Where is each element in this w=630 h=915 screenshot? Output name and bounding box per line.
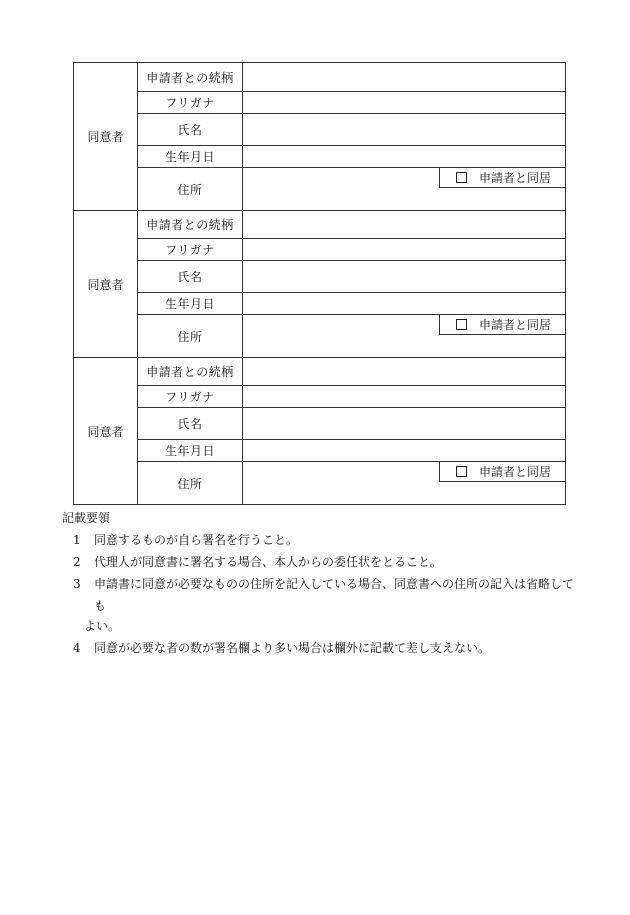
kana-label: フリガナ bbox=[138, 92, 243, 113]
cohabit-label: 申請者と同居 bbox=[479, 465, 552, 479]
address-row bbox=[138, 461, 565, 504]
kana-field[interactable] bbox=[243, 386, 565, 407]
relation-row bbox=[138, 63, 565, 91]
address-field[interactable] bbox=[243, 168, 565, 210]
dob-field[interactable] bbox=[243, 293, 565, 314]
relation-row bbox=[138, 211, 565, 238]
instructions-title: 記載要領 bbox=[62, 511, 111, 525]
consenter-block-1 bbox=[73, 62, 566, 211]
instruction-item bbox=[62, 573, 582, 617]
cohabit-label: 申請者と同居 bbox=[479, 171, 552, 185]
name-row bbox=[138, 260, 565, 292]
address-label: 住所 bbox=[138, 168, 243, 210]
dob-field[interactable] bbox=[243, 440, 565, 461]
name-label: 氏名 bbox=[138, 114, 243, 145]
cohabit-checkbox[interactable] bbox=[439, 168, 565, 188]
relation-label: 申請者との続柄 bbox=[138, 63, 243, 91]
instructions bbox=[62, 507, 582, 659]
kana-label: フリガナ bbox=[138, 239, 243, 260]
kana-row bbox=[138, 91, 565, 113]
kana-row bbox=[138, 385, 565, 407]
consenter-title: 同意者 bbox=[74, 63, 138, 210]
name-field[interactable] bbox=[243, 408, 565, 439]
instruction-item bbox=[62, 551, 582, 573]
checkbox-icon[interactable] bbox=[456, 172, 467, 183]
relation-row bbox=[138, 358, 565, 385]
dob-label: 生年月日 bbox=[138, 293, 243, 314]
consenter-title: 同意者 bbox=[74, 211, 138, 357]
dob-field[interactable] bbox=[243, 146, 565, 167]
dob-label: 生年月日 bbox=[138, 440, 243, 461]
name-field[interactable] bbox=[243, 261, 565, 292]
relation-label: 申請者との続柄 bbox=[138, 358, 243, 385]
instruction-number: 3 bbox=[73, 577, 81, 591]
kana-field[interactable] bbox=[243, 239, 565, 260]
instruction-text: 同意が必要な者の数が署名欄より多い場合は欄外に記載て差し支えない。 bbox=[94, 641, 491, 655]
address-field[interactable] bbox=[243, 462, 565, 504]
dob-row bbox=[138, 439, 565, 461]
instruction-item bbox=[62, 637, 582, 659]
instruction-text: 申請書に同意が必要なものの住所を記入している場合、同意書への住所の記入は省略しても bbox=[94, 577, 575, 613]
checkbox-icon[interactable] bbox=[456, 466, 467, 477]
checkbox-icon[interactable] bbox=[456, 319, 467, 330]
instruction-item bbox=[62, 529, 582, 551]
dob-label: 生年月日 bbox=[138, 146, 243, 167]
cohabit-label: 申請者と同居 bbox=[479, 318, 552, 332]
name-field[interactable] bbox=[243, 114, 565, 145]
instruction-number: 1 bbox=[73, 533, 81, 547]
address-field[interactable] bbox=[243, 315, 565, 357]
address-label: 住所 bbox=[138, 315, 243, 357]
instruction-number: 4 bbox=[73, 641, 81, 655]
kana-row bbox=[138, 238, 565, 260]
kana-label: フリガナ bbox=[138, 386, 243, 407]
address-row bbox=[138, 167, 565, 210]
relation-field[interactable] bbox=[243, 358, 565, 385]
instruction-text: 代理人が同意書に署名する場合、本人からの委任状をとること。 bbox=[94, 555, 443, 569]
dob-row bbox=[138, 292, 565, 314]
consenter-block-3 bbox=[73, 358, 566, 505]
relation-label: 申請者との続柄 bbox=[138, 211, 243, 238]
name-row bbox=[138, 407, 565, 439]
instruction-continuation: よい。 bbox=[84, 619, 121, 633]
kana-field[interactable] bbox=[243, 92, 565, 113]
consenter-block-2 bbox=[73, 211, 566, 358]
cohabit-checkbox[interactable] bbox=[439, 315, 565, 335]
cohabit-checkbox[interactable] bbox=[439, 462, 565, 482]
name-label: 氏名 bbox=[138, 408, 243, 439]
dob-row bbox=[138, 145, 565, 167]
name-label: 氏名 bbox=[138, 261, 243, 292]
consenter-table bbox=[73, 62, 566, 505]
relation-field[interactable] bbox=[243, 63, 565, 91]
name-row bbox=[138, 113, 565, 145]
address-label: 住所 bbox=[138, 462, 243, 504]
consenter-title: 同意者 bbox=[74, 358, 138, 504]
address-row bbox=[138, 314, 565, 357]
instruction-text: 同意するものが自ら署名を行うこと。 bbox=[94, 533, 299, 547]
relation-field[interactable] bbox=[243, 211, 565, 238]
instruction-number: 2 bbox=[73, 555, 81, 569]
